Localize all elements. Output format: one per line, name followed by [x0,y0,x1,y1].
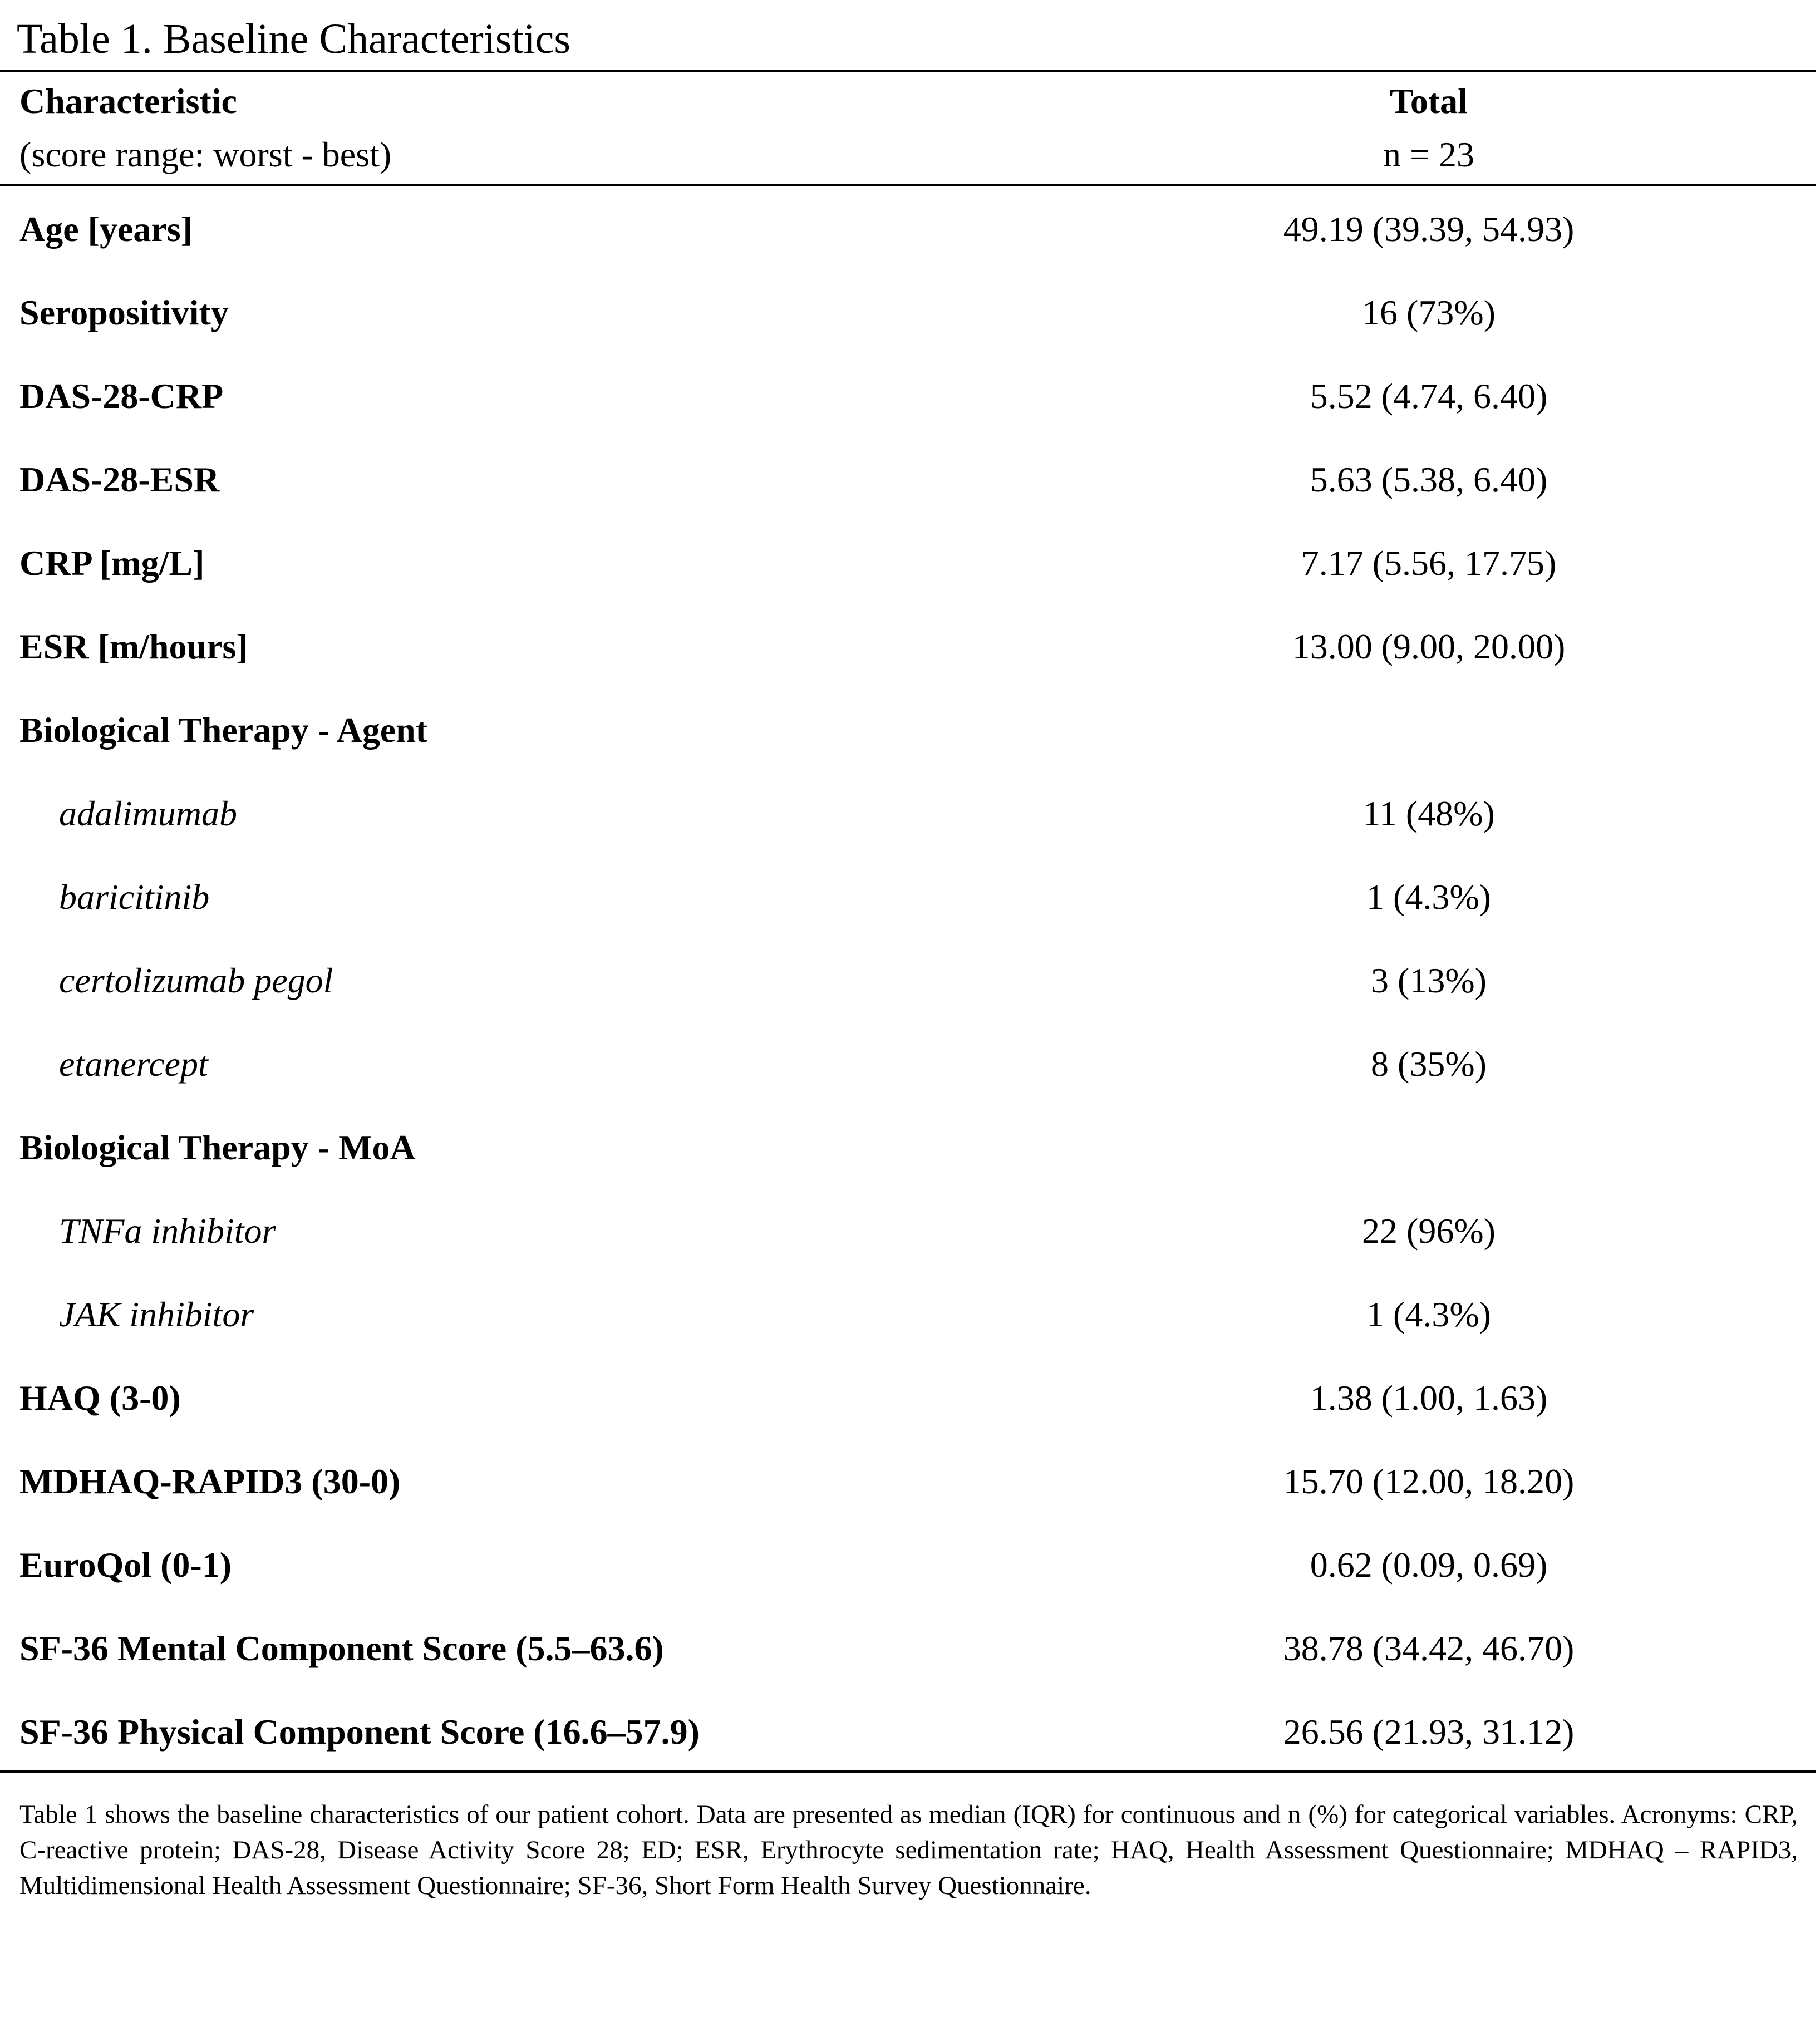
table-row [0,772,1816,855]
row-label: Seropositivity [19,293,229,332]
table-row [0,438,1816,522]
row-label: Biological Therapy - Agent [19,710,428,750]
row-value: 5.52 (4.74, 6.40) [1310,376,1548,416]
row-value: 0.62 (0.09, 0.69) [1310,1545,1548,1585]
row-value: 13.00 (9.00, 20.00) [1292,627,1566,666]
row-label: CRP [mg/L] [19,543,205,583]
row-label: ESR [m/hours] [19,627,248,666]
table-row [0,1690,1816,1774]
header-score-range: (score range: worst - best) [19,135,392,174]
row-value: 1 (4.3%) [1366,877,1491,917]
row-label: EuroQol (0-1) [19,1545,232,1585]
table-row [0,271,1816,355]
table-footnote: Table 1 shows the baseline characteristics of our patient cohort. Data are presented as median (IQR) for continuous and n (%) for categorical variables. Acronyms: CRP, C-reactive protein; DAS-28, Disease Activity Score 28; ED; ESR, Erythrocyte sedimentation rate; HAQ, Health Assessment Questionnaire; MDHAQ – RAPID3, Multidimensional Health Assessment Questionnaire; SF-36, Short Form Health Survey Questionnaire. [19,1800,1798,1900]
header-total: Total [1390,81,1468,121]
top-rule [0,70,1816,72]
row-label: baricitinib [59,877,210,917]
table-row [0,939,1816,1022]
row-value: 1 (4.3%) [1366,1295,1491,1334]
row-label: JAK inhibitor [59,1295,254,1334]
row-label: DAS-28-ESR [19,460,220,499]
table-row [0,855,1816,939]
row-value: 11 (48%) [1362,794,1495,833]
row-value: 5.63 (5.38, 6.40) [1310,460,1548,499]
table-row [0,188,1816,271]
row-label: certolizumab pegol [59,961,333,1000]
table-row [0,605,1816,688]
table-row [0,1607,1816,1690]
row-label: SF-36 Physical Component Score (16.6–57.9) [19,1712,700,1752]
table-row [0,1356,1816,1440]
header-rule [0,184,1816,186]
row-value: 49.19 (39.39, 54.93) [1283,209,1575,249]
header-n: n = 23 [1383,135,1475,174]
bottom-rule [0,1770,1816,1773]
table-row [0,1273,1816,1356]
table-row [0,355,1816,438]
row-value: 3 (13%) [1371,961,1487,1000]
row-value: 1.38 (1.00, 1.63) [1310,1378,1548,1418]
row-label: MDHAQ-RAPID3 (30-0) [19,1462,401,1501]
table-row [0,1189,1816,1273]
row-value: 38.78 (34.42, 46.70) [1283,1629,1575,1668]
table-row [0,1523,1816,1607]
table-row [0,688,1816,772]
row-value: 16 (73%) [1362,293,1496,332]
row-value: 22 (96%) [1362,1211,1496,1251]
row-label: SF-36 Mental Component Score (5.5–63.6) [19,1629,664,1668]
table-row [0,1022,1816,1106]
row-value: 15.70 (12.00, 18.20) [1283,1462,1575,1501]
table-title: Table 1. Baseline Characteristics [17,16,570,62]
row-label: Biological Therapy - MoA [19,1128,416,1167]
row-value: 7.17 (5.56, 17.75) [1301,543,1557,583]
table-row [0,1440,1816,1523]
table-row [0,1106,1816,1189]
table-row [0,522,1816,605]
row-label: TNFa inhibitor [59,1211,276,1251]
row-label: etanercept [59,1044,208,1084]
row-value: 8 (35%) [1371,1044,1487,1084]
row-label: DAS-28-CRP [19,376,224,416]
row-label: Age [years] [19,209,193,249]
row-label: HAQ (3-0) [19,1378,181,1418]
header-characteristic: Characteristic [19,81,237,121]
row-value: 26.56 (21.93, 31.12) [1283,1712,1575,1752]
row-label: adalimumab [59,794,237,833]
